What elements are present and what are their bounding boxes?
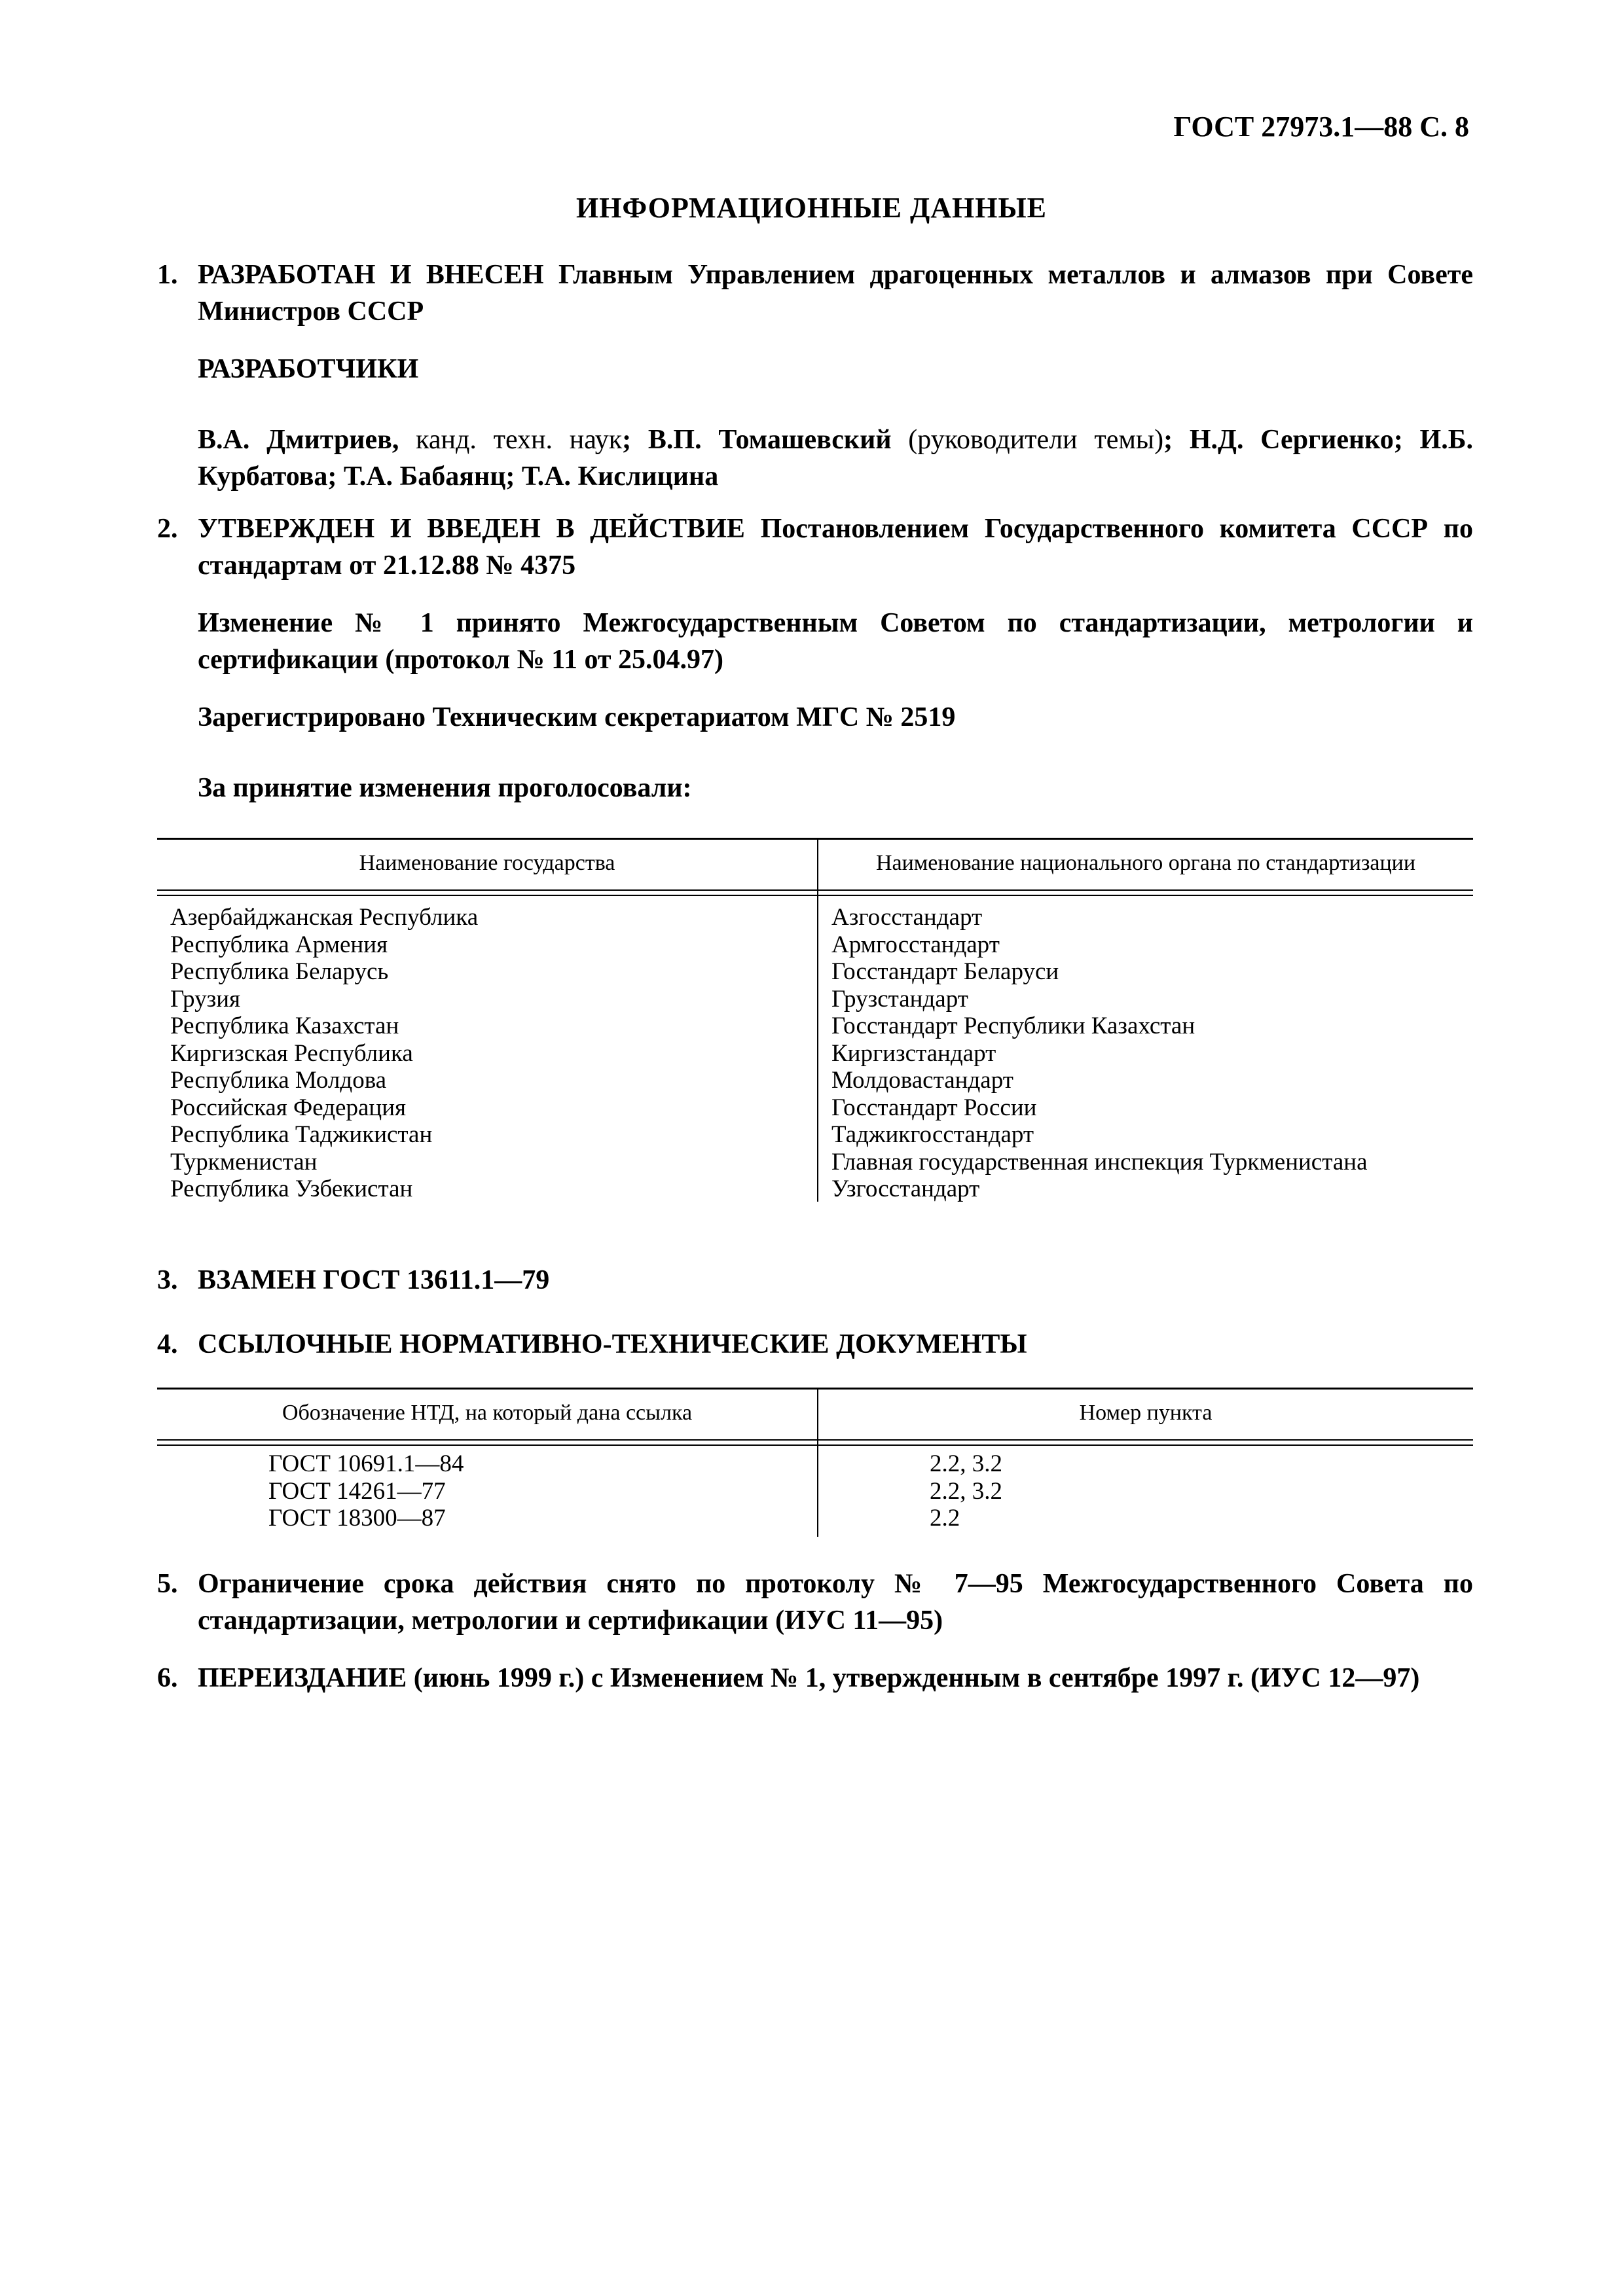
- table-cell: Республика Армения: [170, 931, 388, 958]
- table-cell: 2.2: [930, 1505, 960, 1532]
- developers-heading: РАЗРАБОТЧИКИ: [198, 354, 419, 384]
- item-text: ВЗАМЕН ГОСТ 13611.1—79: [198, 1265, 550, 1295]
- table-header-cell: Обозначение НТД, на который дана ссылка: [282, 1401, 693, 1425]
- table-cell: Республика Беларусь: [170, 958, 389, 985]
- table-header-rule: [157, 889, 1473, 896]
- table-cell: Госстандарт Беларуси: [831, 958, 1059, 985]
- table-cell: Грузстандарт: [831, 985, 968, 1013]
- table-cell: Главная государственная инспекция Туркменистана: [831, 1148, 1368, 1175]
- item-number: 5.: [157, 1569, 178, 1599]
- developer-note: (руководители темы): [891, 425, 1164, 455]
- table-column-bodies: [831, 904, 1368, 1203]
- table-header-rule: [157, 1439, 1473, 1446]
- table-cell: Республика Узбекистан: [170, 1175, 413, 1202]
- item-3: [157, 1262, 1473, 1299]
- developer-name: В.А. Дмитриев,: [198, 425, 399, 455]
- page-title: ИНФОРМАЦИОННЫЕ ДАННЫЕ: [575, 192, 1048, 224]
- item-number: 2.: [157, 514, 178, 544]
- developer-name: В.П. Томашевский: [647, 425, 892, 455]
- table-cell: Киргизстандарт: [831, 1039, 996, 1067]
- table-cell: Республика Казахстан: [170, 1013, 399, 1039]
- item-6: [157, 1660, 1473, 1696]
- item-text: Ограничение срока действия снято по протоколу № 7—95 Межгосударственного Совета по стандартизации, метрологии и сертификации (ИУС 11—95): [198, 1569, 1473, 1636]
- table-cell: ГОСТ 14261—77: [268, 1477, 446, 1505]
- table-cell: Узгосстандарт: [831, 1175, 980, 1202]
- table-cell: Туркменистан: [170, 1148, 318, 1175]
- separator: ;: [622, 425, 648, 455]
- item-number: 3.: [157, 1265, 178, 1295]
- table-header-cell: Номер пункта: [1079, 1401, 1213, 1425]
- table-column-states: [170, 904, 478, 1203]
- item-1: [157, 257, 1473, 330]
- table-cell: Грузия: [170, 985, 241, 1013]
- table-cell: Республика Таджикистан: [170, 1121, 433, 1148]
- item-5: [157, 1566, 1473, 1639]
- table-column-clauses: [930, 1450, 1002, 1532]
- item-number: 6.: [157, 1663, 178, 1693]
- item-2: [157, 511, 1473, 584]
- table-column-documents: [268, 1450, 464, 1532]
- table-cell: ГОСТ 10691.1—84: [268, 1450, 464, 1477]
- developers-list: [198, 422, 1473, 495]
- page-header-code: ГОСТ 27973.1—88 С. 8: [1173, 111, 1469, 143]
- table-cell: Таджикгосстандарт: [831, 1121, 1034, 1148]
- table-top-rule: [157, 1388, 1473, 1390]
- voting-table: [157, 838, 1473, 1202]
- item-text: ССЫЛОЧНЫЕ НОРМАТИВНО-ТЕХНИЧЕСКИЕ ДОКУМЕНТЫ: [198, 1329, 1027, 1359]
- table-cell: Армгосстандарт: [831, 931, 1000, 958]
- table-header-cell: Наименование национального органа по стандартизации: [875, 851, 1416, 875]
- voted-note: За принятие изменения проголосовали:: [198, 773, 692, 803]
- table-cell: 2.2, 3.2: [930, 1477, 1002, 1505]
- table-header-cell: Наименование государства: [359, 851, 615, 875]
- table-cell: Республика Молдова: [170, 1067, 387, 1094]
- developer-name: Н.Д. Сергиенко; И.Б. Курбатова; Т.А. Бабаянц; Т.А. Кислицина: [198, 425, 1473, 492]
- item-4: [157, 1326, 1473, 1363]
- item-number: 4.: [157, 1329, 178, 1359]
- item-text: ПЕРЕИЗДАНИЕ (июнь 1999 г.) с Изменением № 1, утвержденным в сентябре 1997 г. (ИУС 12—97): [198, 1663, 1420, 1693]
- table-column-divider: [817, 838, 818, 1202]
- table-cell: 2.2, 3.2: [930, 1450, 1002, 1477]
- registered-note: Зарегистрировано Техническим секретариатом МГС № 2519: [198, 702, 956, 732]
- table-top-rule: [157, 838, 1473, 840]
- table-cell: Молдовастандарт: [831, 1067, 1013, 1094]
- item-number: 1.: [157, 260, 178, 290]
- table-cell: Киргизская Республика: [170, 1039, 413, 1067]
- table-cell: Азгосстандарт: [831, 904, 983, 931]
- item-text: РАЗРАБОТАН И ВНЕСЕН Главным Управлением драгоценных металлов и алмазов при Совете Министров СССР: [198, 260, 1473, 327]
- table-cell: Госстандарт России: [831, 1094, 1037, 1121]
- item-text: УТВЕРЖДЕН И ВВЕДЕН В ДЕЙСТВИЕ Постановлением Государственного комитета СССР по стандартам от 21.12.88 № 4375: [198, 514, 1473, 581]
- change-note: Изменение № 1 принято Межгосударственным Советом по стандартизации, метрологии и сертификации (протокол № 11 от 25.04.97): [198, 608, 1473, 675]
- table-cell: Азербайджанская Республика: [170, 904, 479, 931]
- references-table: [157, 1388, 1473, 1537]
- table-cell: Российская Федерация: [170, 1094, 407, 1121]
- table-cell: ГОСТ 18300—87: [268, 1505, 446, 1532]
- developer-note: канд. техн. наук: [399, 425, 623, 455]
- separator: ;: [1163, 425, 1190, 455]
- table-cell: Госстандарт Республики Казахстан: [831, 1013, 1195, 1039]
